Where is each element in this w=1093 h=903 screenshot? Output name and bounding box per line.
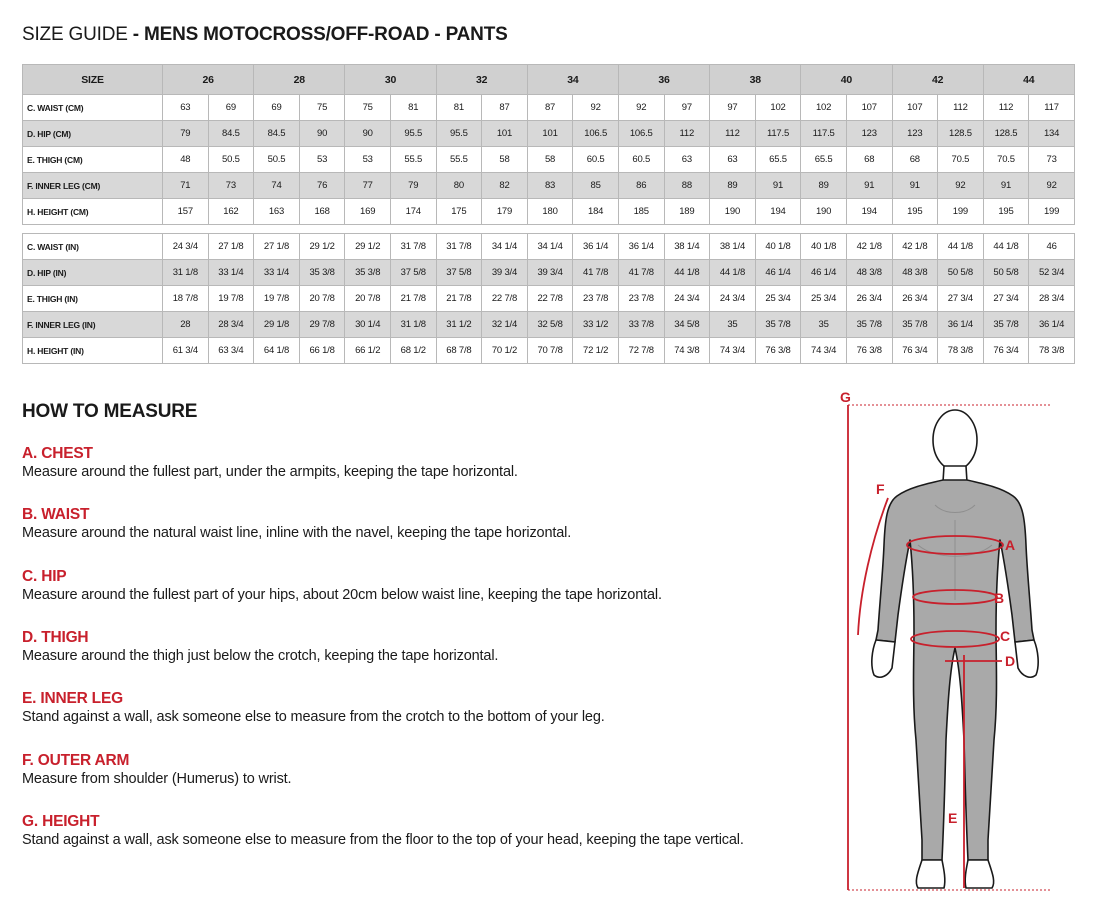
table-cell: 92 [618,95,664,121]
table-cell: 37 5/8 [390,260,436,286]
size-table [22,64,1075,364]
table-cell: 24 3/4 [163,234,209,260]
table-cell: 60.5 [573,147,619,173]
table-row [23,286,1075,312]
table-cell: 35 7/8 [892,312,938,338]
spacer-cell [208,225,254,234]
table-cell: 70.5 [938,147,984,173]
measure-item [22,689,605,727]
marker-f: F [876,481,885,497]
size-header-cell: 40 [801,65,892,95]
table-cell: 79 [163,121,209,147]
spacer-cell [482,225,528,234]
table-cell: 33 1/4 [254,260,300,286]
table-cell: 27 3/4 [983,286,1029,312]
table-cell: 69 [208,95,254,121]
left-foot-shape [916,860,944,888]
table-cell: 69 [254,95,300,121]
row-label: H. HEIGHT (IN) [23,338,163,364]
table-cell: 35 [801,312,847,338]
table-cell: 19 7/8 [254,286,300,312]
table-cell: 34 5/8 [664,312,710,338]
table-cell: 36 1/4 [618,234,664,260]
table-cell: 184 [573,199,619,225]
table-cell: 39 3/4 [527,260,573,286]
table-cell: 21 7/8 [390,286,436,312]
table-cell: 95.5 [436,121,482,147]
table-cell: 123 [846,121,892,147]
table-cell: 38 1/4 [710,234,756,260]
table-cell: 117.5 [801,121,847,147]
table-cell: 195 [983,199,1029,225]
table-cell: 76 3/8 [755,338,801,364]
table-cell: 71 [163,173,209,199]
table-cell: 21 7/8 [436,286,482,312]
table-cell: 32 1/4 [482,312,528,338]
row-label: D. HIP (IN) [23,260,163,286]
table-cell: 24 3/4 [710,286,756,312]
table-cell: 70 7/8 [527,338,573,364]
table-cell: 112 [983,95,1029,121]
table-cell: 28 3/4 [1029,286,1075,312]
table-cell: 40 1/8 [801,234,847,260]
table-cell: 18 7/8 [163,286,209,312]
table-row [23,312,1075,338]
table-cell: 76 3/8 [846,338,892,364]
size-header-cell: 38 [710,65,801,95]
table-cell: 90 [299,121,345,147]
table-cell: 53 [345,147,391,173]
table-cell: 84.5 [208,121,254,147]
table-cell: 31 1/2 [436,312,482,338]
table-cell: 134 [1029,121,1075,147]
right-foot-shape [965,860,993,888]
measure-heading: C. HIP [22,567,67,585]
table-cell: 20 7/8 [345,286,391,312]
table-cell: 46 1/4 [755,260,801,286]
measure-item [22,567,662,605]
table-cell: 76 3/4 [892,338,938,364]
table-cell: 36 1/4 [938,312,984,338]
table-cell: 101 [482,121,528,147]
spacer-cell [299,225,345,234]
table-cell: 29 1/8 [254,312,300,338]
size-header-cell: 26 [163,65,254,95]
row-label: C. WAIST (CM) [23,95,163,121]
measure-item [22,628,498,666]
table-cell: 53 [299,147,345,173]
spacer-cell [846,225,892,234]
table-cell: 84.5 [254,121,300,147]
table-cell: 26 3/4 [892,286,938,312]
size-header-cell: 42 [892,65,983,95]
how-to-measure-title: HOW TO MEASURE [22,401,198,422]
table-cell: 79 [390,173,436,199]
table-cell: 68 1/2 [390,338,436,364]
spacer-cell [527,225,573,234]
table-cell: 20 7/8 [299,286,345,312]
table-cell: 106.5 [618,121,664,147]
table-cell: 175 [436,199,482,225]
spacer-cell [1029,225,1075,234]
table-cell: 44 1/8 [710,260,756,286]
table-cell: 90 [345,121,391,147]
table-cell: 81 [390,95,436,121]
table-cell: 78 3/8 [1029,338,1075,364]
table-cell: 30 1/4 [345,312,391,338]
table-cell: 75 [345,95,391,121]
table-cell: 58 [482,147,528,173]
table-cell: 117 [1029,95,1075,121]
table-cell: 22 7/8 [482,286,528,312]
table-cell: 89 [801,173,847,199]
table-row [23,234,1075,260]
table-cell: 24 3/4 [664,286,710,312]
table-cell: 101 [527,121,573,147]
size-header-cell: 28 [254,65,345,95]
table-cell: 25 3/4 [755,286,801,312]
table-cell: 85 [573,173,619,199]
table-cell: 91 [755,173,801,199]
table-cell: 35 7/8 [755,312,801,338]
table-cell: 88 [664,173,710,199]
table-cell: 29 7/8 [299,312,345,338]
table-cell: 89 [710,173,756,199]
page-title-light: SIZE GUIDE [22,24,128,45]
table-cell: 112 [938,95,984,121]
measure-description: Measure around the thigh just below the crotch, keeping the tape horizontal. [22,647,499,664]
table-cell: 76 3/4 [983,338,1029,364]
spacer-cell [23,225,163,234]
table-cell: 61 3/4 [163,338,209,364]
table-cell: 41 7/8 [618,260,664,286]
table-cell: 27 1/8 [254,234,300,260]
table-cell: 38 1/4 [664,234,710,260]
row-label: F. INNER LEG (CM) [23,173,163,199]
measure-description: Measure around the fullest part, under the armpits, keeping the tape horizontal. [22,464,518,480]
table-cell: 87 [482,95,528,121]
table-cell: 29 1/2 [345,234,391,260]
marker-e: E [948,810,958,826]
table-cell: 48 3/8 [846,260,892,286]
table-cell: 68 [892,147,938,173]
spacer-cell [390,225,436,234]
measure-item [22,444,518,482]
marker-a: A [1005,537,1016,553]
measure-description: Measure from shoulder (Humerus) to wrist. [22,770,292,787]
measure-heading: E. INNER LEG [22,690,123,708]
table-cell: 112 [710,121,756,147]
measure-heading: A. CHEST [22,445,93,462]
table-row [23,147,1075,173]
table-cell: 23 7/8 [573,286,619,312]
table-cell: 36 1/4 [1029,312,1075,338]
measure-heading: B. WAIST [22,506,90,524]
table-cell: 28 3/4 [208,312,254,338]
table-cell: 31 7/8 [436,234,482,260]
table-cell: 35 3/8 [345,260,391,286]
table-cell: 91 [846,173,892,199]
table-row [23,121,1075,147]
size-header-label: SIZE [23,65,163,95]
table-cell: 66 1/8 [299,338,345,364]
table-cell: 35 7/8 [983,312,1029,338]
table-cell: 23 7/8 [618,286,664,312]
table-cell: 33 1/2 [573,312,619,338]
table-cell: 163 [254,199,300,225]
right-hand-shape [1015,640,1038,677]
table-cell: 195 [892,199,938,225]
table-cell: 168 [299,199,345,225]
spacer-cell [163,225,209,234]
table-cell: 76 [299,173,345,199]
table-cell: 174 [390,199,436,225]
measure-item [22,812,744,850]
row-label: E. THIGH (IN) [23,286,163,312]
measure-heading: D. THIGH [22,628,89,646]
table-cell: 25 3/4 [801,286,847,312]
table-cell: 78 3/8 [938,338,984,364]
table-cell: 33 1/4 [208,260,254,286]
marker-b: B [994,590,1005,606]
page-title [22,24,508,46]
table-cell: 27 3/4 [938,286,984,312]
spacer-cell [618,225,664,234]
table-cell: 34 1/4 [482,234,528,260]
table-cell: 48 [163,147,209,173]
table-cell: 86 [618,173,664,199]
table-cell: 32 5/8 [527,312,573,338]
row-label: D. HIP (CM) [23,121,163,147]
table-cell: 77 [345,173,391,199]
table-cell: 68 [846,147,892,173]
table-cell: 199 [938,199,984,225]
spacer-cell [801,225,847,234]
table-cell: 128.5 [983,121,1029,147]
table-cell: 35 7/8 [846,312,892,338]
table-cell: 63 [710,147,756,173]
table-cell: 74 3/4 [801,338,847,364]
marker-d: D [1005,653,1016,669]
table-cell: 44 1/8 [664,260,710,286]
table-cell: 74 [254,173,300,199]
table-cell: 55.5 [390,147,436,173]
table-cell: 107 [846,95,892,121]
table-cell: 199 [1029,199,1075,225]
size-header-cell: 34 [527,65,618,95]
table-cell: 157 [163,199,209,225]
head-shape [933,410,977,470]
measure-item [22,505,571,543]
table-cell: 37 5/8 [436,260,482,286]
table-cell: 50.5 [208,147,254,173]
table-cell: 107 [892,95,938,121]
table-cell: 27 1/8 [208,234,254,260]
table-cell: 63 [163,95,209,121]
table-cell: 39 3/4 [482,260,528,286]
table-cell: 22 7/8 [527,286,573,312]
table-cell: 87 [527,95,573,121]
table-cell: 42 1/8 [892,234,938,260]
table-cell: 44 1/8 [983,234,1029,260]
table-cell: 194 [755,199,801,225]
table-cell: 40 1/8 [755,234,801,260]
table-cell: 117.5 [755,121,801,147]
spacer-cell [436,225,482,234]
measure-description: Stand against a wall, ask someone else to measure from the floor to the top of your head, keeping the tape vertical. [22,831,744,848]
table-cell: 35 3/8 [299,260,345,286]
row-label: E. THIGH (CM) [23,147,163,173]
table-cell: 92 [938,173,984,199]
table-spacer-row [23,225,1075,234]
table-cell: 19 7/8 [208,286,254,312]
table-cell: 179 [482,199,528,225]
table-row [23,338,1075,364]
table-cell: 46 1/4 [801,260,847,286]
table-cell: 190 [801,199,847,225]
table-cell: 91 [892,173,938,199]
table-cell: 70 1/2 [482,338,528,364]
table-cell: 44 1/8 [938,234,984,260]
table-cell: 180 [527,199,573,225]
table-row [23,260,1075,286]
marker-g: G [840,389,851,405]
spacer-cell [573,225,619,234]
table-cell: 91 [983,173,1029,199]
table-cell: 34 1/4 [527,234,573,260]
table-cell: 75 [299,95,345,121]
table-cell: 185 [618,199,664,225]
table-cell: 26 3/4 [846,286,892,312]
table-cell: 162 [208,199,254,225]
measurement-figure [830,388,1060,898]
table-cell: 106.5 [573,121,619,147]
size-header-cell: 30 [345,65,436,95]
table-cell: 31 7/8 [390,234,436,260]
measure-heading: F. OUTER ARM [22,751,130,769]
table-cell: 50.5 [254,147,300,173]
table-cell: 128.5 [938,121,984,147]
table-cell: 64 1/8 [254,338,300,364]
row-label: C. WAIST (IN) [23,234,163,260]
spacer-cell [345,225,391,234]
table-cell: 65.5 [755,147,801,173]
table-cell: 65.5 [801,147,847,173]
table-cell: 48 3/8 [892,260,938,286]
table-cell: 102 [755,95,801,121]
table-cell: 33 7/8 [618,312,664,338]
table-cell: 169 [345,199,391,225]
spacer-cell [892,225,938,234]
table-cell: 58 [527,147,573,173]
spacer-cell [983,225,1029,234]
measure-heading: G. HEIGHT [22,812,100,830]
table-cell: 74 3/4 [710,338,756,364]
table-cell: 35 [710,312,756,338]
table-cell: 190 [710,199,756,225]
row-label: F. INNER LEG (IN) [23,312,163,338]
table-cell: 189 [664,199,710,225]
size-header-row [23,65,1075,95]
table-cell: 29 1/2 [299,234,345,260]
measure-item [22,751,291,789]
table-cell: 102 [801,95,847,121]
table-cell: 72 7/8 [618,338,664,364]
spacer-cell [664,225,710,234]
table-cell: 81 [436,95,482,121]
size-header-cell: 36 [618,65,709,95]
table-cell: 50 5/8 [983,260,1029,286]
table-cell: 60.5 [618,147,664,173]
table-cell: 41 7/8 [573,260,619,286]
table-cell: 123 [892,121,938,147]
page-title-bold: - MENS MOTOCROSS/OFF-ROAD - PANTS [132,24,508,45]
table-cell: 63 [664,147,710,173]
table-row [23,199,1075,225]
table-cell: 92 [1029,173,1075,199]
table-cell: 36 1/4 [573,234,619,260]
table-cell: 31 1/8 [390,312,436,338]
table-row [23,95,1075,121]
table-cell: 82 [482,173,528,199]
table-cell: 73 [1029,147,1075,173]
table-cell: 31 1/8 [163,260,209,286]
spacer-cell [254,225,300,234]
left-hand-shape [872,640,895,677]
table-cell: 80 [436,173,482,199]
table-cell: 70.5 [983,147,1029,173]
spacer-cell [938,225,984,234]
table-cell: 46 [1029,234,1075,260]
table-cell: 194 [846,199,892,225]
table-cell: 74 3/8 [664,338,710,364]
table-cell: 50 5/8 [938,260,984,286]
size-header-cell: 44 [983,65,1074,95]
table-cell: 112 [664,121,710,147]
table-cell: 95.5 [390,121,436,147]
spacer-cell [755,225,801,234]
table-cell: 83 [527,173,573,199]
measure-description: Measure around the fullest part of your hips, about 20cm below waist line, keeping the tape horizontal. [22,586,662,603]
size-header-cell: 32 [436,65,527,95]
table-cell: 55.5 [436,147,482,173]
table-cell: 68 7/8 [436,338,482,364]
table-cell: 72 1/2 [573,338,619,364]
table-cell: 73 [208,173,254,199]
table-cell: 97 [664,95,710,121]
row-label: H. HEIGHT (CM) [23,199,163,225]
table-cell: 92 [573,95,619,121]
measure-description: Stand against a wall, ask someone else to measure from the crotch to the bottom of your leg. [22,709,605,726]
table-cell: 42 1/8 [846,234,892,260]
marker-c: C [1000,628,1011,644]
table-cell: 66 1/2 [345,338,391,364]
table-cell: 52 3/4 [1029,260,1075,286]
table-row [23,173,1075,199]
table-cell: 97 [710,95,756,121]
table-cell: 63 3/4 [208,338,254,364]
measure-description: Measure around the natural waist line, inline with the navel, keeping the tape horizontal. [22,525,572,542]
table-cell: 28 [163,312,209,338]
spacer-cell [710,225,756,234]
